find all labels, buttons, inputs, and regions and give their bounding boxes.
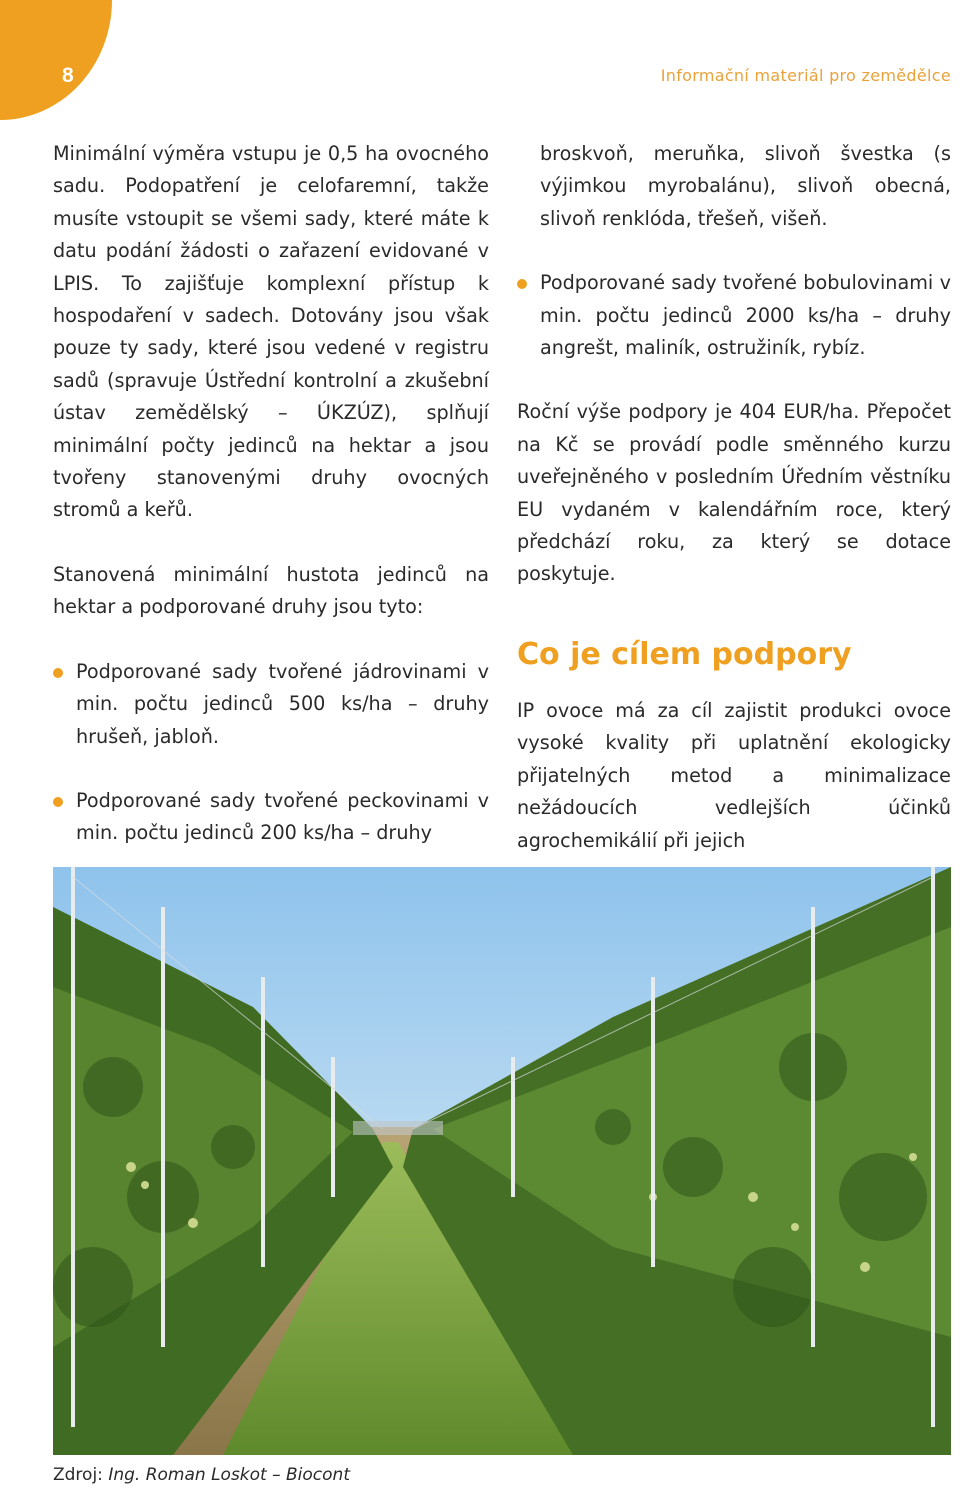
header-title: Informační materiál pro zemědělce xyxy=(660,66,951,85)
bullet-dot-icon xyxy=(517,279,527,289)
left-column xyxy=(53,138,489,850)
orchard-photo xyxy=(53,867,951,1455)
credit-label: Zdroj: xyxy=(53,1465,109,1485)
bullet-text: Podporované sady tvořené bobulovinami v min. počtu jedinců 2000 ks/ha – druhy angrešt, maliník, ostružiník, rybíz. xyxy=(540,271,951,360)
photo-credit xyxy=(53,1465,350,1485)
bullet-berries xyxy=(517,267,951,364)
page-number-tab xyxy=(0,0,112,120)
bullet-text: Podporované sady tvořené jádrovinami v min. počtu jedinců 500 ks/ha – druhy hrušeň, jabloň. xyxy=(76,659,489,748)
credit-name: Ing. Roman Loskot – Biocont xyxy=(108,1465,350,1485)
bullet-stone-fruit-continued: broskvoň, meruňka, slivoň švestka (s výjimkou myrobalánu), slivoň obecná, slivoň renklóda, třešeň, višeň. xyxy=(540,142,951,230)
bullet-pome-fruit xyxy=(53,656,489,753)
density-paragraph: Stanovená minimální hustota jedinců na hektar a podporované druhy jsou tyto: xyxy=(53,562,489,619)
support-amount-paragraph: Roční výše podpory je 404 EUR/ha. Přepočet na Kč se provádí podle směnného kurzu uveřejněného v posledním Úředním věstníku EU vydaném v kalendářním roce, který předchází roku, za který se dotace poskytuje. xyxy=(517,400,951,586)
bullet-dot-icon xyxy=(53,797,63,807)
right-column xyxy=(517,138,951,857)
page-number: 8 xyxy=(62,64,74,87)
goal-paragraph: IP ovoce má za cíl zajistit produkci ovoce vysoké kvality při uplatnění ekologicky přijatelných metod a minimalizace nežádoucích vedlejších účinků agrochemikálií při jejich xyxy=(517,698,951,852)
section-heading: Co je cílem podpory xyxy=(517,636,852,672)
bullet-text: Podporované sady tvořené peckovinami v min. počtu jedinců 200 ks/ha – druhy xyxy=(76,788,489,845)
bullet-stone-fruit xyxy=(53,785,489,850)
bullet-dot-icon xyxy=(53,668,63,678)
intro-paragraph: Minimální výměra vstupu je 0,5 ha ovocného sadu. Podopatření je celofaremní, takže musíte vstoupit se všemi sady, které máte k datu podání žádosti o zařazení evidované v LPIS. To zajišťuje komplexní přístup k hospodaření v sadech. Dotovány jsou však pouze ty sady, které jsou vedené v registru sadů (spravuje Ústřední kontrolní a zkušební ústav zemědělský – ÚKZÚZ), splňují minimální počty jedinců na hektar a jsou tvořeny stanovenými druhy ovocných stromů a keřů. xyxy=(53,142,489,522)
